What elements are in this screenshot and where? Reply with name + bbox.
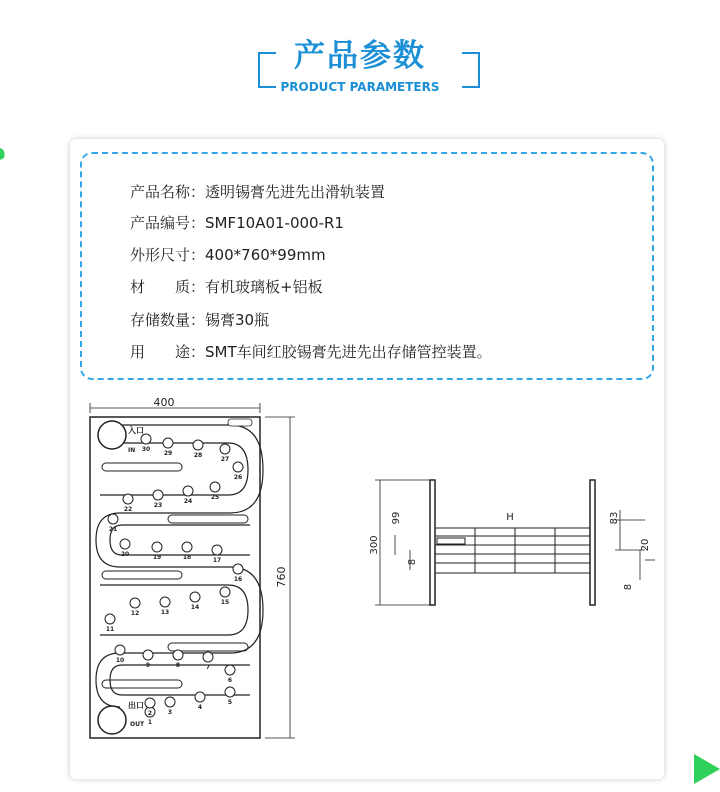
slot-hole — [152, 542, 162, 552]
side-dim-83: 83 — [609, 511, 620, 525]
slot-hole — [141, 434, 151, 444]
spec-row-material — [130, 276, 323, 297]
spec-value: SMF10A01-000-R1 — [205, 214, 344, 232]
right-support — [590, 480, 595, 605]
slot-number: 13 — [160, 609, 170, 616]
spec-label: 产品名称： — [130, 183, 206, 201]
slot-hole — [195, 692, 205, 702]
slot-number: 22 — [123, 506, 133, 513]
slot-hole — [153, 490, 163, 500]
slot-hole — [233, 462, 243, 472]
side-dim-8-left: 8 — [407, 558, 418, 566]
height-dimension: 760 — [275, 566, 288, 588]
side-dim-8-right: 8 — [623, 583, 634, 591]
slot-hole — [193, 440, 203, 450]
slot-number: 16 — [233, 576, 243, 583]
slot-number: 24 — [183, 498, 193, 505]
slot-number: 25 — [210, 494, 220, 501]
slot-number: 18 — [182, 554, 192, 561]
spec-value: 400*760*99mm — [205, 246, 326, 264]
slot-hole — [120, 539, 130, 549]
slot-number: 5 — [227, 699, 233, 706]
outlet-hole — [98, 706, 126, 734]
spec-label: 存储数量： — [130, 311, 206, 329]
side-view-drawing — [355, 470, 665, 620]
spec-row-size — [130, 244, 326, 265]
slot-hole — [115, 645, 125, 655]
slot-hole — [225, 665, 235, 675]
spec-label: 用 途： — [130, 343, 206, 361]
slot-hole — [163, 438, 173, 448]
slot-hole — [183, 486, 193, 496]
slot-hole — [143, 650, 153, 660]
slot-number: 17 — [212, 557, 222, 564]
slot-number: 2 — [147, 710, 153, 717]
slot-number: 1 — [147, 719, 153, 726]
slot-hole — [123, 494, 133, 504]
slot-number: 6 — [227, 677, 233, 684]
side-dim-20: 20 — [640, 538, 651, 552]
slot-number: 19 — [152, 554, 162, 561]
slot-hole — [108, 514, 118, 524]
section-header — [0, 0, 720, 110]
side-dim-99: 99 — [391, 511, 402, 525]
slot-number: 30 — [141, 446, 151, 453]
slot-number: 4 — [197, 704, 203, 711]
slot-number: 8 — [175, 662, 181, 669]
slot-number: 12 — [130, 610, 140, 617]
slot-number: 21 — [108, 526, 118, 533]
spec-label: 外形尺寸： — [130, 246, 206, 264]
slot-number: 23 — [153, 502, 163, 509]
slot-hole — [182, 542, 192, 552]
side-dim-h: H — [506, 512, 514, 523]
slot-hole — [173, 650, 183, 660]
slot-hole — [212, 545, 222, 555]
slot-hole — [210, 482, 220, 492]
inlet-hole — [98, 421, 126, 449]
slot-hole — [130, 598, 140, 608]
slot-number: 14 — [190, 604, 200, 611]
slot-number: 29 — [163, 450, 173, 457]
front-view-drawing — [80, 395, 305, 745]
next-arrow-icon — [694, 754, 720, 784]
spec-row-name — [130, 181, 385, 202]
spec-row-code — [130, 212, 344, 233]
slot-hole — [220, 587, 230, 597]
spec-label: 产品编号： — [130, 214, 206, 232]
slot-hole — [145, 698, 155, 708]
slot-number: 26 — [233, 474, 243, 481]
spec-row-usage — [130, 341, 492, 362]
spec-value: SMT车间红胶锡膏先进先出存储管控装置。 — [205, 343, 492, 361]
outlet-label-en: OUT — [130, 721, 145, 728]
left-support — [430, 480, 435, 605]
slot-number: 10 — [115, 657, 125, 664]
brand-badge — [228, 419, 252, 426]
spec-value: 透明锡膏先进先出滑轨装置 — [205, 183, 386, 201]
section-subtitle: PRODUCT PARAMETERS — [280, 80, 440, 94]
spec-row-capacity — [130, 309, 269, 330]
slot-number: 28 — [193, 452, 203, 459]
slot-number: 9 — [145, 662, 151, 669]
width-dimension: 400 — [153, 396, 175, 409]
slot-number: 15 — [220, 599, 230, 606]
spec-value: 锡膏30瓶 — [205, 311, 270, 329]
slot-hole — [105, 614, 115, 624]
slot-number: 11 — [105, 626, 115, 633]
slot-hole — [225, 687, 235, 697]
slot-number: 7 — [205, 664, 211, 671]
slot-hole — [160, 597, 170, 607]
outlet-label-cn: 出口 — [128, 701, 144, 710]
slot-hole — [203, 652, 213, 662]
slot-hole — [220, 444, 230, 454]
slot-number: 3 — [167, 709, 173, 716]
leaf-decoration-icon — [0, 146, 10, 160]
slot-hole — [165, 697, 175, 707]
slot-hole — [190, 592, 200, 602]
spec-label: 材 质： — [130, 278, 206, 296]
side-dim-300: 300 — [369, 535, 380, 555]
slot-number: 27 — [220, 456, 230, 463]
slot-hole — [233, 564, 243, 574]
spec-value: 有机玻璃板+铝板 — [205, 278, 323, 296]
inlet-label-en: IN — [128, 447, 136, 454]
section-title: 产品参数 — [294, 38, 426, 74]
slot-number: 20 — [120, 551, 130, 558]
inlet-label-cn: 入口 — [128, 426, 144, 435]
